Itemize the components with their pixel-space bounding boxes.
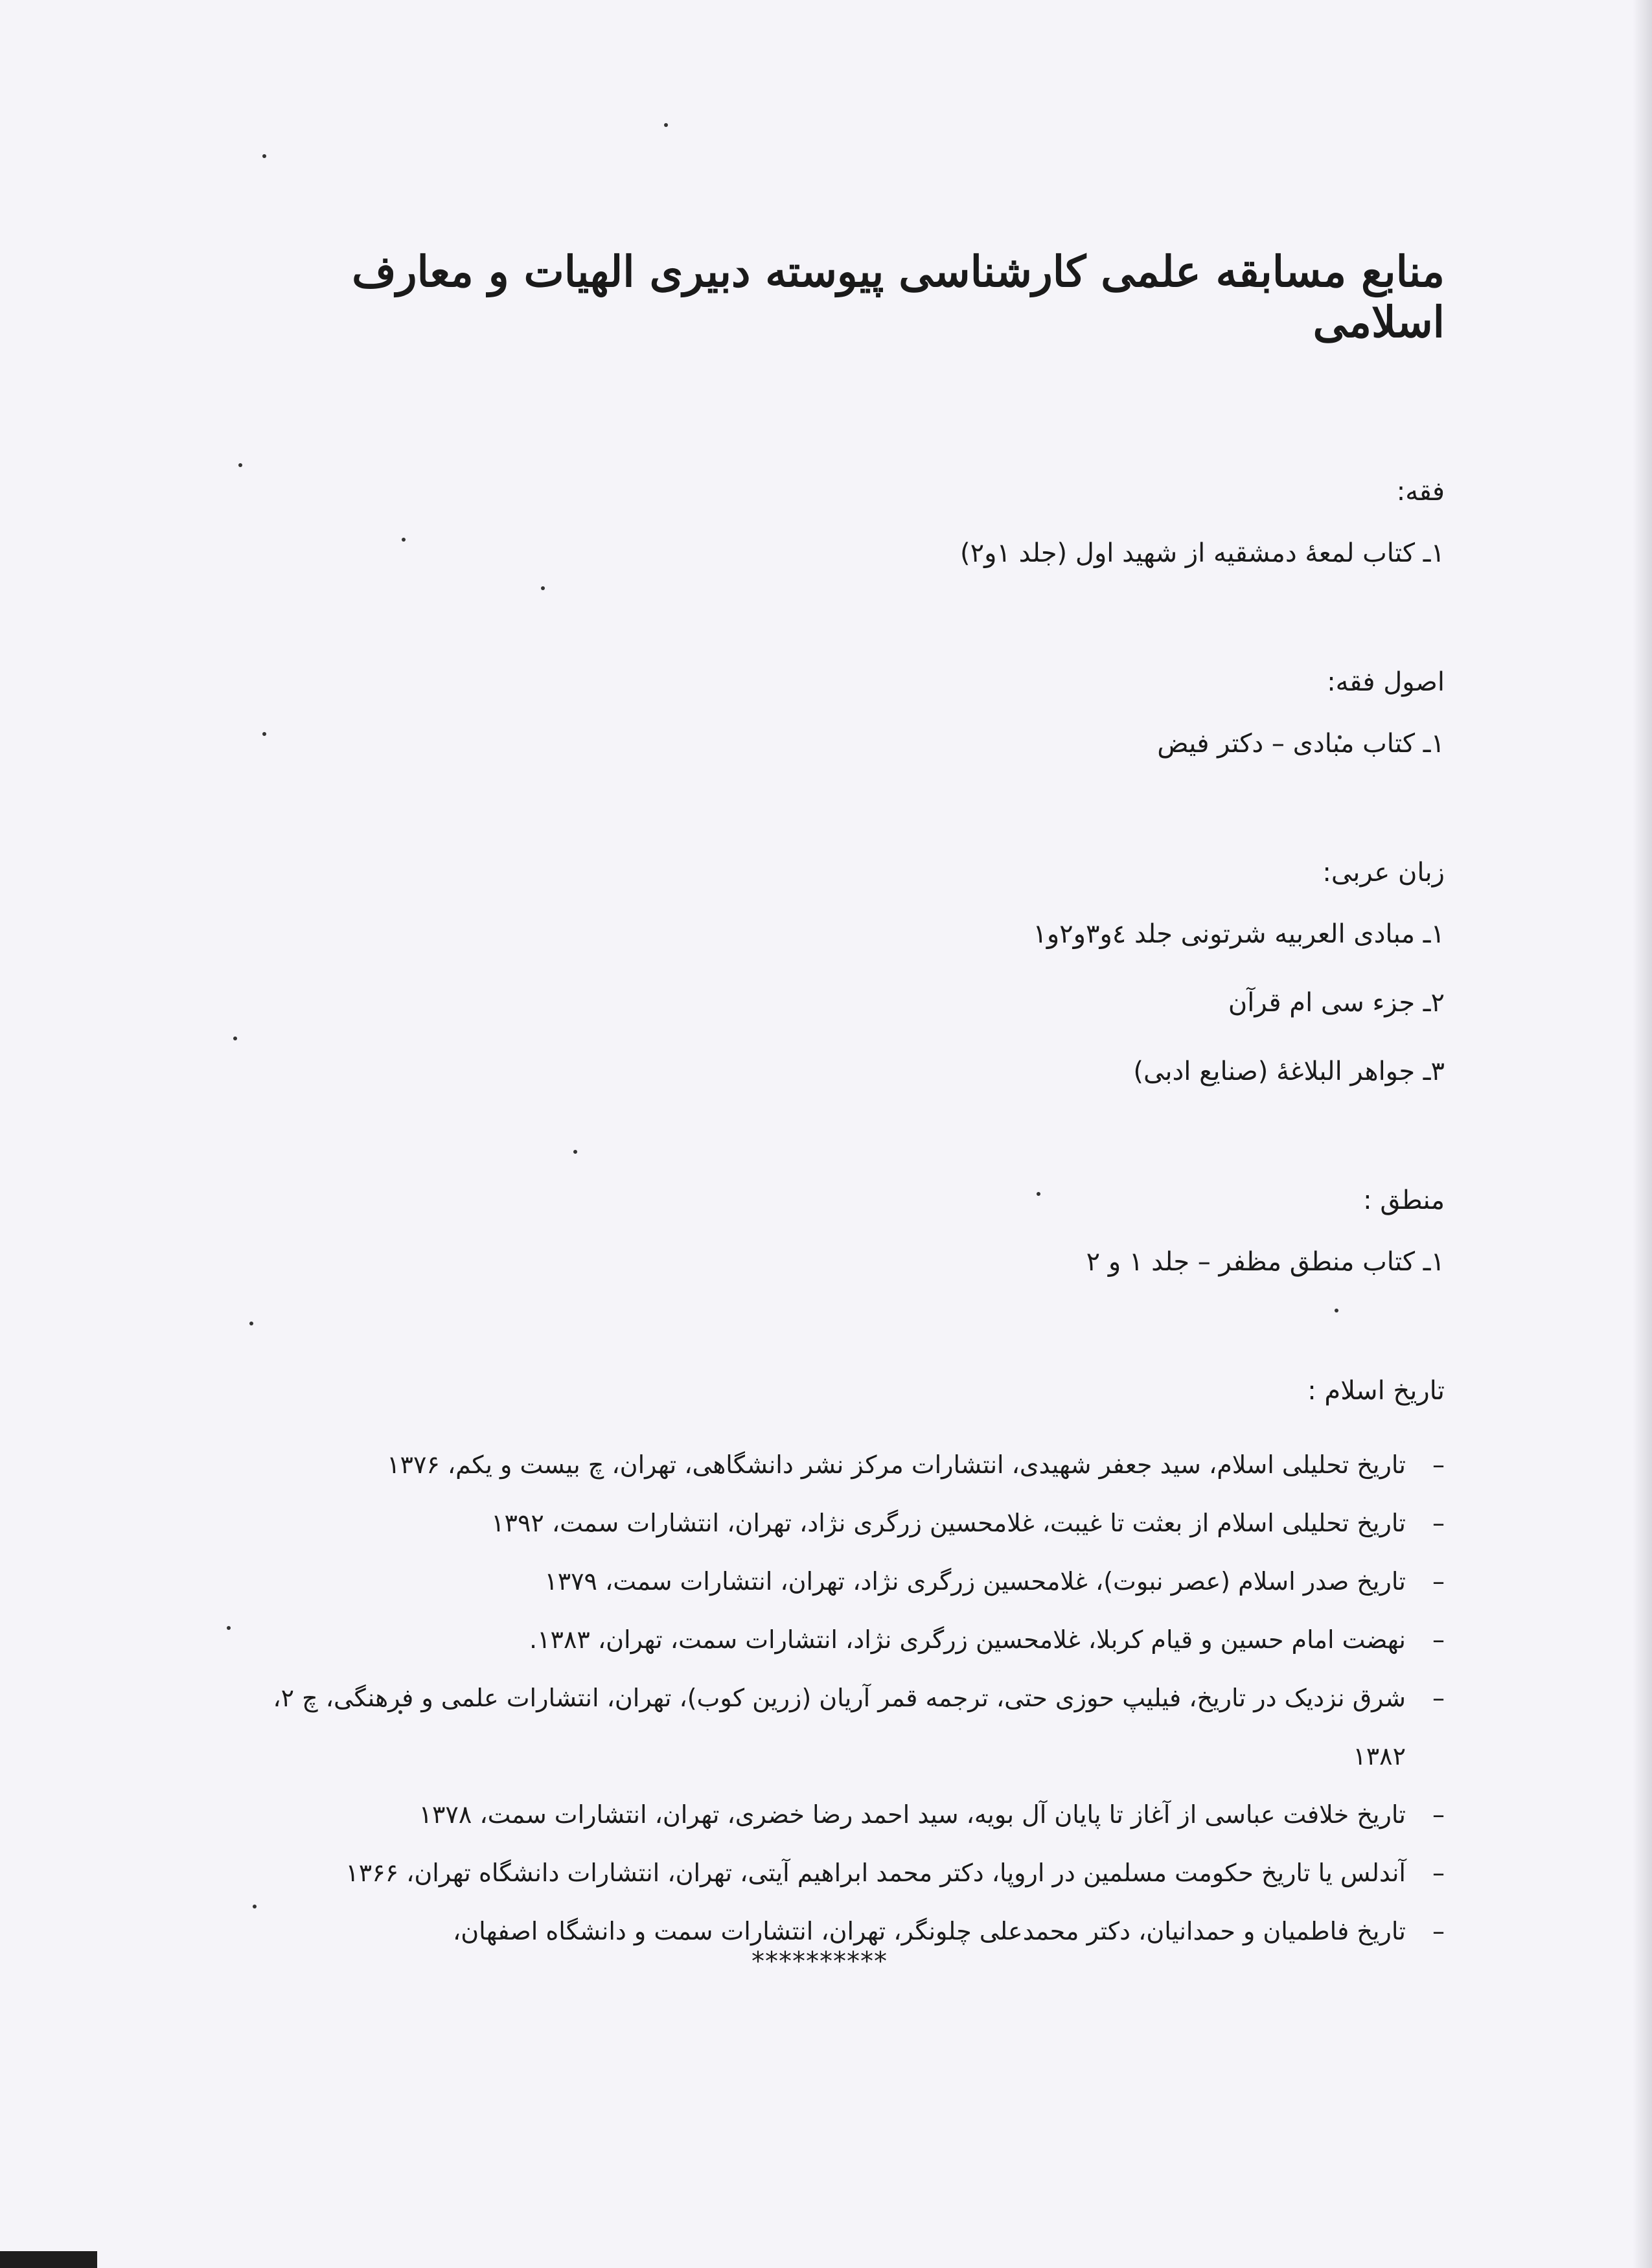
dash-bullet: –	[1432, 1684, 1445, 1712]
reference-text: تاریخ تحلیلی اسلام، سید جعفر شهیدی، انتشارات مرکز نشر دانشگاهی، تهران، چ بیست و یکم، ۱۳۷۶	[387, 1450, 1406, 1479]
dash-bullet: –	[1432, 1800, 1445, 1829]
scan-speck	[664, 123, 668, 127]
reference-item	[220, 1494, 1445, 1552]
reference-item	[220, 1436, 1445, 1494]
scan-edge-shadow	[1633, 0, 1652, 2268]
section-usul-fiqh	[220, 667, 1445, 761]
dash-bullet: –	[1432, 1917, 1445, 1945]
scan-speck	[262, 154, 266, 158]
reference-text: تاریخ خلافت عباسی از آغاز تا پایان آل بویه، سید احمد رضا خضری، تهران، انتشارات سمت، ۱۳۷۸	[419, 1800, 1406, 1829]
reference-text: تاریخ تحلیلی اسلام از بعثت تا غیبت، غلامحسین زرگری نژاد، تهران، انتشارات سمت، ۱۳۹۲	[491, 1509, 1406, 1537]
section-arabic	[220, 858, 1445, 1088]
dash-bullet: –	[1432, 1859, 1445, 1887]
section-heading: تاریخ اسلام :	[1307, 1376, 1445, 1406]
reference-item	[220, 1785, 1445, 1844]
section-heading: فقه:	[1396, 477, 1445, 507]
list-item: ۱ـ کتاب مبادی – دکتر فیض	[1157, 729, 1445, 759]
section-heading: زبان عربی:	[1322, 858, 1445, 888]
document-title: منابع مسابقه علمی کارشناسی پیوسته دبیری الهیات و معارف اسلامی	[352, 246, 1445, 347]
reference-text: آندلس یا تاریخ حکومت مسلمین در اروپا، دکتر محمد ابراهیم آیتی، تهران، انتشارات دانشگاه تهران، ۱۳۶۶	[345, 1859, 1406, 1887]
section-history	[220, 1376, 1445, 1960]
section-mantiq	[220, 1186, 1445, 1279]
dash-bullet: –	[1432, 1509, 1445, 1537]
list-item: ۳ـ جواهر البلاغهٔ (صنایع ادبی)	[1133, 1057, 1445, 1086]
watermark-logo	[0, 2251, 97, 2268]
reference-text: نهضت امام حسین و قیام کربلا، غلامحسین زرگری نژاد، انتشارات سمت، تهران، ۱۳۸۳.	[529, 1625, 1406, 1654]
list-item: ۱ـ کتاب منطق مظفر – جلد ۱ و ۲	[1086, 1247, 1445, 1277]
section-heading: اصول فقه:	[1327, 667, 1445, 697]
section-heading: منطق :	[1363, 1186, 1445, 1215]
dash-bullet: –	[1432, 1625, 1445, 1654]
list-item: ۱ـ کتاب لمعهٔ دمشقیه از شهید اول (جلد ۱و۲)	[959, 538, 1445, 568]
reference-item	[220, 1669, 1445, 1785]
reference-text: تاریخ صدر اسلام (عصر نبوت)، غلامحسین زرگری نژاد، تهران، انتشارات سمت، ۱۳۷۹	[544, 1567, 1406, 1596]
reference-text: شرق نزدیک در تاریخ، فیلیپ حوزی حتی، ترجمه قمر آریان (زرین کوب)، تهران، انتشارات علمی و فرهنگی، چ ۲، ۱۳۸۲	[273, 1684, 1406, 1770]
reference-list	[220, 1436, 1445, 1960]
dash-bullet: –	[1432, 1450, 1445, 1479]
dash-bullet: –	[1432, 1567, 1445, 1596]
reference-item	[220, 1610, 1445, 1669]
list-item: ۲ـ جزء سی ام قرآن	[1228, 988, 1445, 1018]
document-page	[220, 246, 1445, 2057]
section-fiqh	[220, 477, 1445, 570]
reference-item	[220, 1844, 1445, 1902]
list-item: ۱ـ مبادی العربیه شرتونی جلد ٤و۳و۲و۱	[1033, 919, 1445, 949]
footer-stars: **********	[751, 1947, 888, 1976]
reference-item	[220, 1552, 1445, 1610]
reference-text: تاریخ فاطمیان و حمدانیان، دکتر محمدعلی چلونگر، تهران، انتشارات سمت و دانشگاه اصفهان،	[453, 1917, 1406, 1945]
